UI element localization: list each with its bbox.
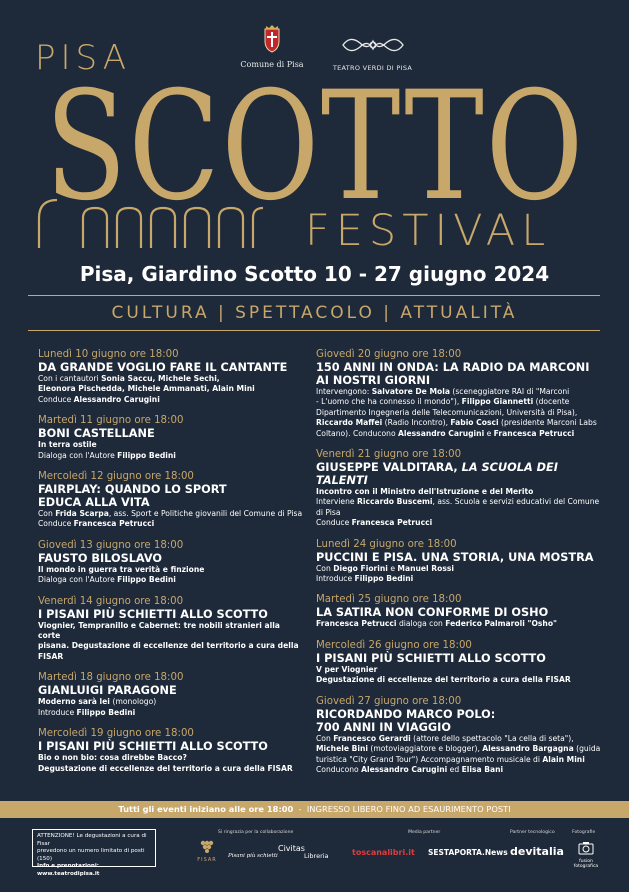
event-date: Martedì 11 giugno ore 18:00 (38, 415, 184, 427)
events-left-column (38, 348, 303, 783)
event-date: Venerdì 14 giugno ore 18:00 (38, 595, 184, 607)
event-item: Giovedì 27 giugno ore 18:00 RICORDANDO MARCO POLO: 700 ANNI IN VIAGGIO Con Francesco Gerardi (attore dello spettacolo "La cella di seta"), Michele Bini (motoviaggiatore e blogger), Alessandro Bargagna (guida turistica "City Grand Tour") Accompagnamento musicale di Alain Mini Conducono Alessandro Carugini ed Elisa Bani (316, 695, 606, 776)
comune-label: Comune di Pisa (240, 60, 304, 69)
event-title: BONI CASTELLANE (38, 427, 155, 441)
event-date: Lunedì 24 giugno ore 18:00 (316, 538, 457, 550)
event-title: RICORDANDO MARCO POLO: (316, 707, 496, 721)
event-item: Mercoledì 19 giugno ore 18:00 I PISANI PIÙ SCHIETTI ALLO SCOTTO Bio o non bio: cosa direbbe Bacco? Degustazione di eccellenze del territorio a cura della FISAR (38, 727, 303, 774)
event-date: Giovedì 20 giugno ore 18:00 (316, 349, 462, 360)
pisa-crest-icon (261, 25, 283, 53)
event-title: I PISANI PIÙ SCHIETTI ALLO SCOTTO (38, 607, 268, 621)
event-title: GIANLUIGI PARAGONE (38, 684, 177, 698)
event-item: Lunedì 10 giugno ore 18:00 DA GRANDE VOGLIO FARE IL CANTANTE Con i cantautori Sonia Saccu, Michele Sechi, Eleonora Pischedda, Michele Ammanati, Alain Mini Conduce Alessandro Carugini (38, 348, 303, 405)
event-title: DA GRANDE VOGLIO FARE IL CANTANTE (38, 361, 288, 374)
event-title: LA SATIRA NON CONFORME DI OSHO (316, 606, 549, 620)
event-title: I PISANI PIÙ SCHIETTI ALLO SCOTTO (38, 740, 268, 754)
camera-icon (578, 841, 594, 855)
event-title-line2: 700 ANNI IN VIAGGIO (316, 720, 451, 734)
event-item: Venerdì 21 giugno ore 18:00 GIUSEPPE VALDITARA, LA SCUOLA DEI TALENTI Incontro con il Ministro dell'Istruzione e del Merito Interviene Riccardo Buscemi, ass. Scuola e servizi educativi del Comune di Pisa Conduce Francesca Petrucci (316, 448, 606, 529)
grapes-icon (198, 839, 216, 853)
event-date: Mercoledì 26 giugno ore 18:00 (316, 639, 472, 651)
event-date: Martedì 25 giugno ore 18:00 (316, 594, 462, 606)
event-title-line2: AI NOSTRI GIORNI (316, 374, 431, 387)
event-title: 150 ANNI IN ONDA: LA RADIO DA MARCONI (316, 361, 590, 374)
info-website: Info e prenotazioni: www.teatrodipisa.it (37, 863, 100, 877)
arches-icon (35, 190, 275, 250)
event-item: Martedì 18 giugno ore 18:00 GIANLUIGI PARAGONE Moderno sarà lei (monologo) Introduce Filippo Bedini (38, 671, 303, 718)
teatro-label: TEATRO VERDI DI PISA (332, 64, 413, 72)
event-item: Giovedì 13 giugno ore 18:00 FAUSTO BILOSLAVO Il mondo in guerra tra verità e finzione Dialoga con l'Autore Filippo Bedini (38, 539, 303, 586)
event-date: Mercoledì 19 giugno ore 18:00 (38, 728, 194, 740)
event-item: Venerdì 14 giugno ore 18:00 I PISANI PIÙ SCHIETTI ALLO SCOTTO Viognier, Tempranillo e Cabernet: tre nobili stranieri alla corte pisana. Degustazione di eccellenze del territorio a cura della FISAR (38, 595, 303, 663)
event-item: Mercoledì 26 giugno ore 18:00 I PISANI PIÙ SCHIETTI ALLO SCOTTO V per Viognier Degustazione di eccellenze del territorio a cura della FISAR (316, 639, 606, 686)
scotto-text: SCOTTO (45, 60, 585, 210)
media-partner-label: Media partner (408, 830, 441, 835)
fisar-logo: FISAR (192, 838, 222, 863)
tech-partner-label: Partner tecnologico (510, 830, 555, 835)
event-date: Mercoledì 12 giugno ore 18:00 (38, 471, 194, 483)
event-title: I PISANI PIÙ SCHIETTI ALLO SCOTTO (316, 651, 546, 665)
pisa-wordmark: PISA (35, 38, 132, 78)
attention-box: ATTENZIONE! Le degustazioni a cura di Fisar prevedono un numero limitato di posti (150) Info e prenotazioni: www.teatrodipisa.it (32, 829, 156, 867)
event-title-line2: EDUCA ALLA VITA (38, 496, 150, 510)
pisani-schietti-logo: Pisani più schietti (228, 853, 278, 859)
toscanalibri-logo: toscanalibri.it (352, 848, 415, 857)
event-date: Giovedì 13 giugno ore 18:00 (38, 539, 184, 551)
fusion-logo: fusion fotografica (572, 840, 600, 869)
tagline: CULTURA | SPETTACOLO | ATTUALITÀ (111, 303, 518, 323)
event-item: Giovedì 20 giugno ore 18:00 150 ANNI IN ONDA: LA RADIO DA MARCONI AI NOSTRI GIORNI Intervengono: Salvatore De Mola (sceneggiatore RAI di "Marconi - L'uomo che ha connesso il mondo"), Filippo Giannetti (docente Dipartimento Ingegneria delle Telecomunicazioni, Università di Pisa), Riccardo Maffei (Radio Incontro), Fabio Cosci (presidente Marconi Labs Coltano). Conducono Alessandro Carugini e Francesca Petrucci (316, 348, 606, 439)
event-title: GIUSEPPE VALDITARA, LA SCUOLA DEI TALENTI (316, 461, 558, 488)
devitalia-logo: devitalia (510, 845, 564, 858)
event-date: Venerdì 21 giugno ore 18:00 (316, 449, 462, 461)
civitas-logo: Civitas (278, 844, 305, 853)
event-headline: Pisa, Giardino Scotto 10 - 27 giugno 2024 (79, 262, 550, 286)
event-title: FAIRPLAY: QUANDO LO SPORT (38, 483, 227, 497)
banner-free-entry: INGRESSO LIBERO FINO AD ESAURIMENTO POSTI (306, 804, 511, 814)
event-date: Giovedì 27 giugno ore 18:00 (316, 695, 462, 707)
event-title: FAUSTO BILOSLAVO (38, 551, 163, 565)
event-item: Martedì 25 giugno ore 18:00 LA SATIRA NON CONFORME DI OSHO Francesca Petrucci dialoga con Federico Palmaroli "Osho" (316, 593, 606, 629)
event-item: Mercoledì 12 giugno ore 18:00 FAIRPLAY: QUANDO LO SPORT EDUCA ALLA VITA Con Frida Scarpa, ass. Sport e Politiche giovanili del Comune di Pisa Conduce Francesca Petrucci (38, 471, 303, 529)
event-item: Martedì 11 giugno ore 18:00 BONI CASTELLANE In terra ostile Dialoga con l'Autore Filippo Bedini (38, 414, 303, 461)
event-date: Lunedì 10 giugno ore 18:00 (38, 349, 179, 360)
event-title: PUCCINI E PISA. UNA STORIA, UNA MOSTRA (316, 550, 594, 564)
collab-label: Si ringrazia per la collaborazione (218, 830, 294, 835)
event-item: Lunedì 24 giugno ore 18:00 PUCCINI E PISA. UNA STORIA, UNA MOSTRA Con Diego Fiorini e Manuel Rossi Introduce Filippo Bedini (316, 538, 606, 585)
divider-bottom (28, 330, 600, 331)
libreria-logo: Libreria (304, 852, 329, 860)
festival-wordmark: FESTIVAL (305, 206, 552, 256)
scotto-wordmark (15, 50, 615, 210)
info-banner: Tutti gli eventi iniziano alle ore 18:00 - INGRESSO LIBERO FINO AD ESAURIMENTO POSTI (0, 801, 629, 818)
photo-label: Fotografie (572, 830, 596, 835)
sestaporta-logo: SESTAPORTA.News (428, 848, 508, 857)
events-right-column (316, 348, 606, 784)
event-date: Martedì 18 giugno ore 18:00 (38, 672, 184, 684)
banner-start-time: Tutti gli eventi iniziano alle ore 18:00 (118, 804, 294, 814)
divider-top (28, 295, 600, 296)
